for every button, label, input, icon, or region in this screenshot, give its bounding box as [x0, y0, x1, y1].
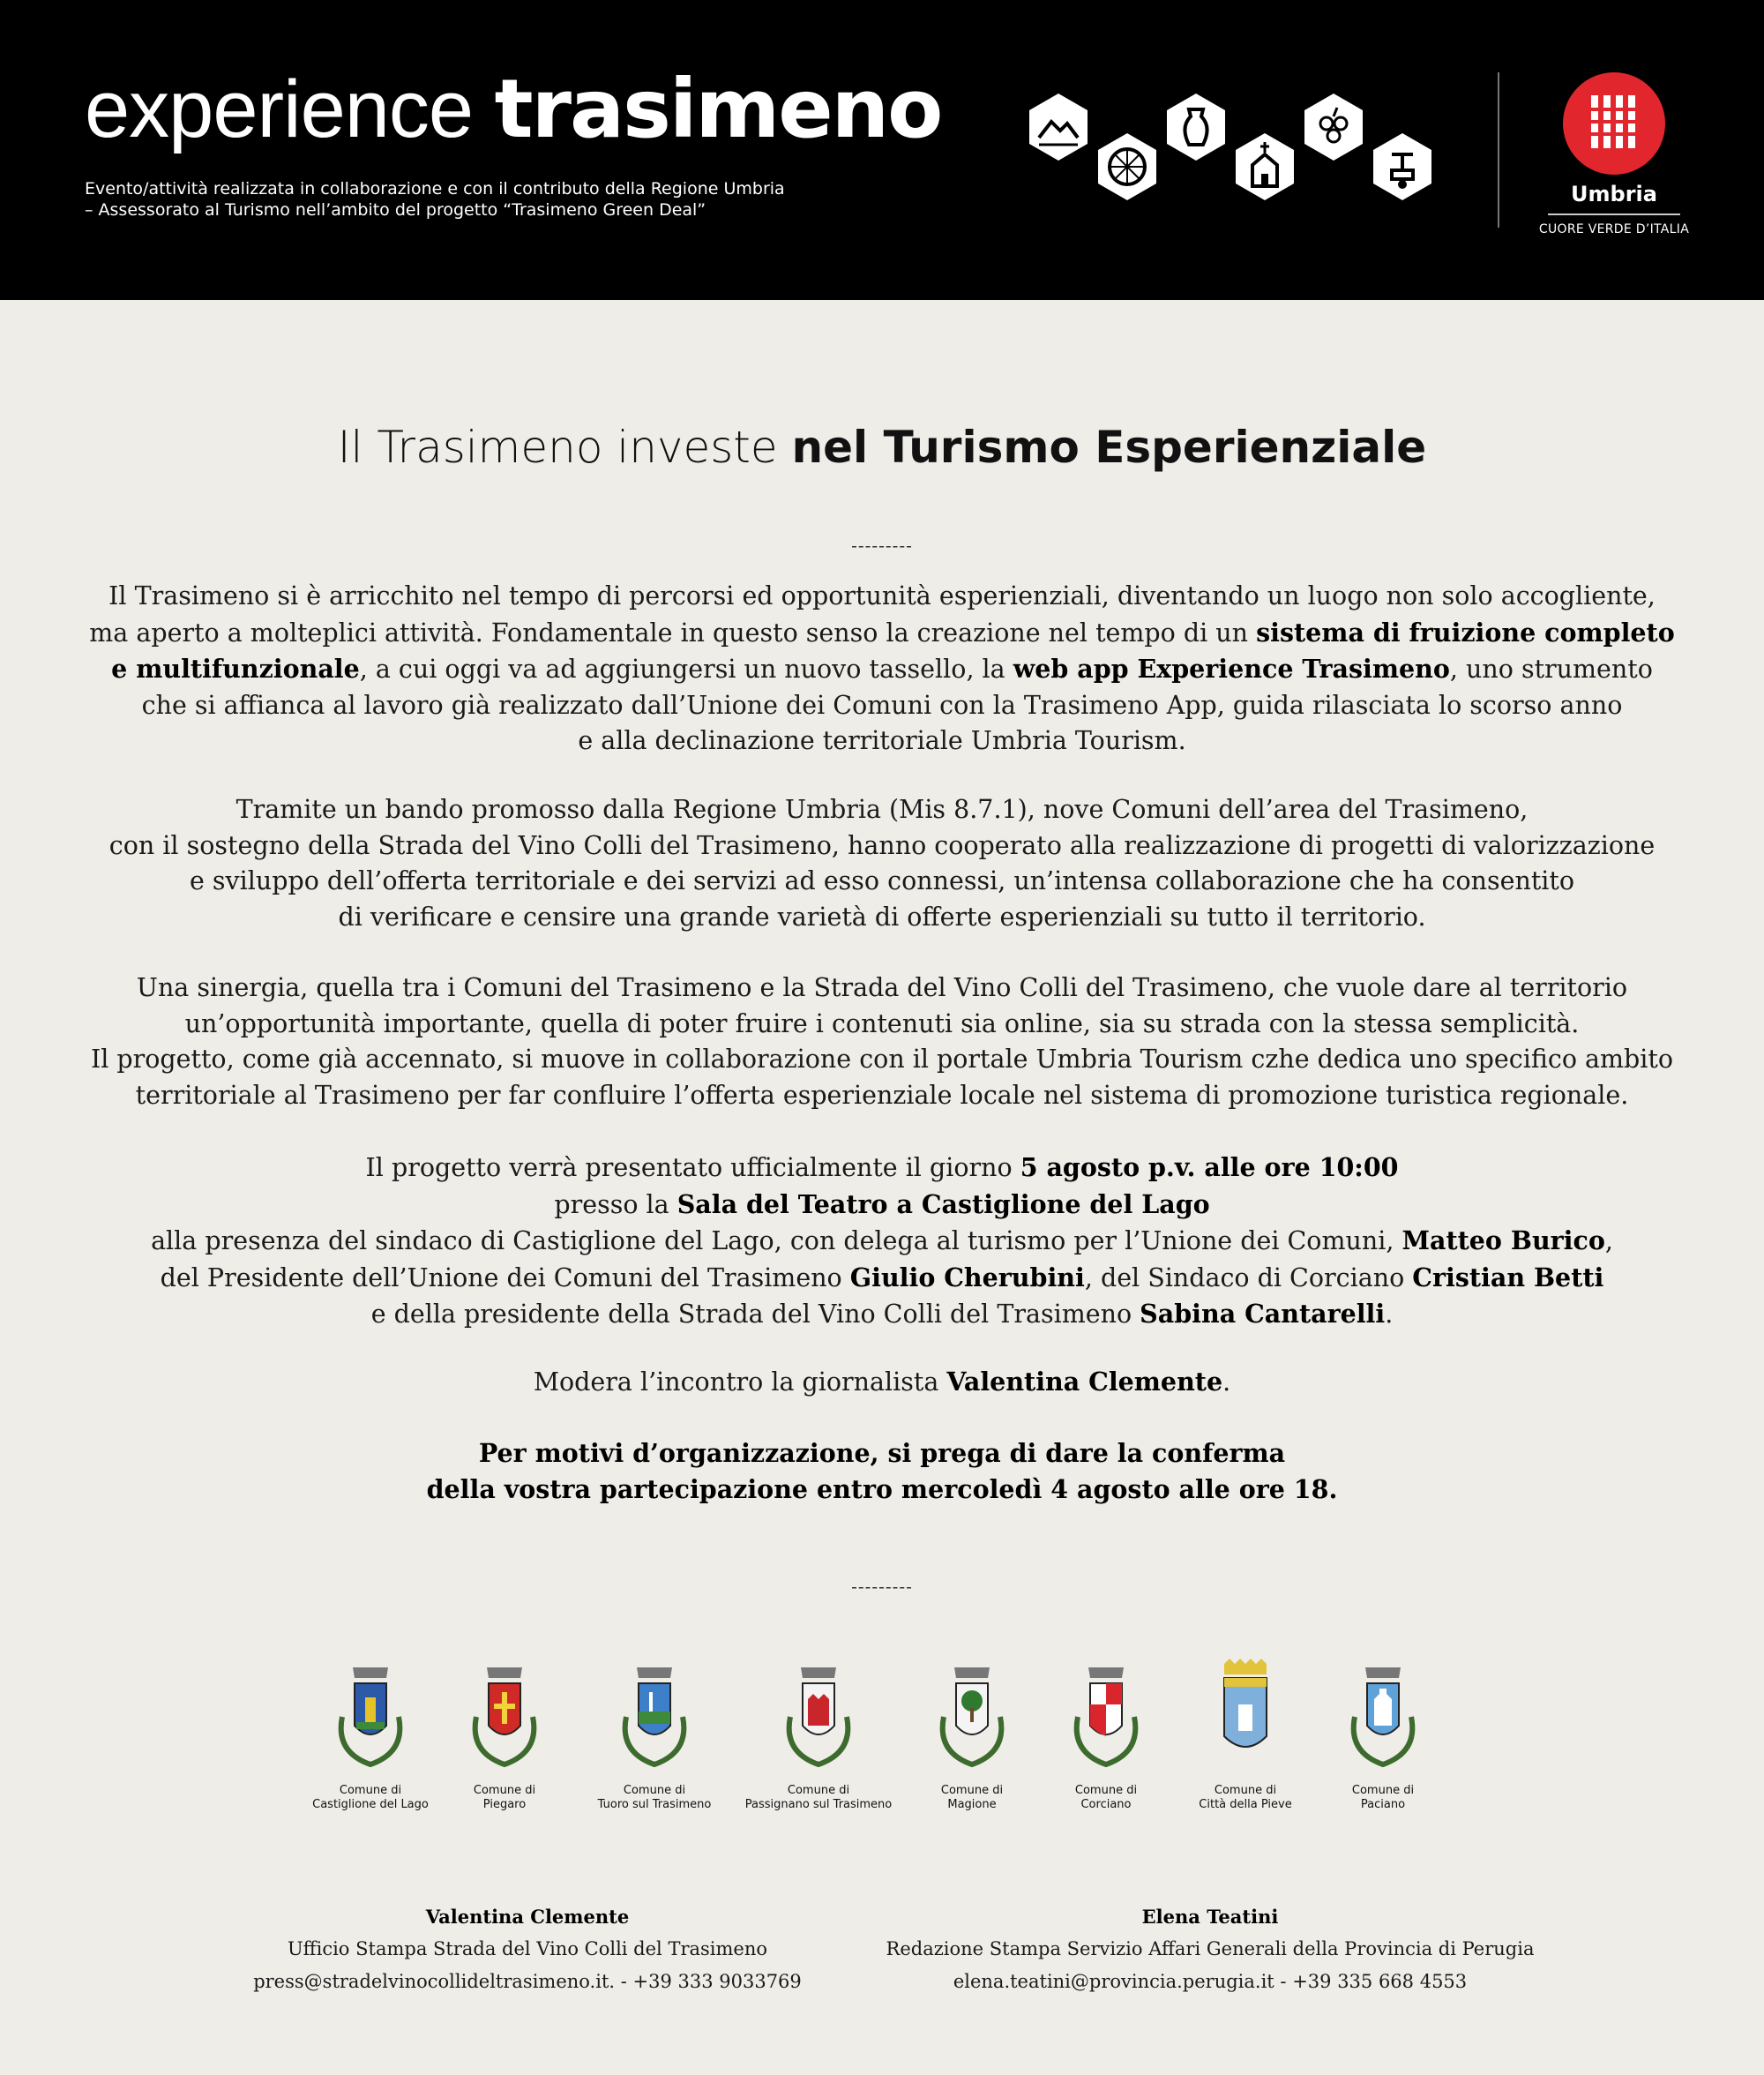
- header-note-line2: – Assessorato al Turismo nell’ambito del progetto “Trasimeno Green Deal”: [85, 200, 706, 220]
- crest-caption-l1: Comune di: [473, 1784, 536, 1797]
- text-bold: e multifunzionale: [111, 654, 360, 684]
- paragraph-moderatore: [71, 1364, 1693, 1401]
- text-bold: sistema di fruizione completo: [1256, 617, 1675, 648]
- crest-caption-l2: Tuoro sul Trasimeno: [597, 1798, 712, 1811]
- title-light: Il Trasimeno investe: [337, 422, 792, 473]
- brand-light: experience: [85, 64, 495, 154]
- text-line: un’opportunità importante, quella di poter fruire i contenuti sia online, sia su strada con la stessa semplicità.: [184, 1008, 1580, 1038]
- speaker-name: Giulio Cherubini: [849, 1262, 1085, 1292]
- crest-tuoro: [575, 1655, 734, 1812]
- grapes-icon: [1304, 94, 1363, 161]
- title-bold: nel Turismo Esperienziale: [791, 422, 1427, 473]
- text-segment: del Presidente dell’Unione dei Comuni del Trasimeno: [160, 1262, 850, 1292]
- header-banner: [0, 0, 1764, 300]
- experience-icons: [1023, 85, 1446, 217]
- text-segment: alla presenza del sindaco di Castiglione del Lago, con delega al turismo per l’Unione dei Comuni,: [151, 1226, 1402, 1255]
- contact-details[interactable]: press@stradelvinocollideltrasimeno.it. - +39 333 9033769: [253, 1971, 802, 1992]
- crest-caption-l1: Comune di: [339, 1784, 402, 1797]
- crest-caption-l2: Passignano sul Trasimeno: [744, 1798, 893, 1811]
- crest-caption-l1: Comune di: [1074, 1784, 1138, 1797]
- confirmation-line: Per motivi d’organizzazione, si prega di dare la conferma: [478, 1438, 1286, 1468]
- text-line: territoriale al Trasimeno per far confluire l’offerta esperienziale locale nel sistema di promozione turistica regionale.: [135, 1080, 1629, 1110]
- speaker-name: Matteo Burico: [1401, 1225, 1605, 1255]
- text-segment: , a cui oggi va ad aggiungersi un nuovo tassello, la: [359, 655, 1013, 684]
- crest-caption-l1: Comune di: [787, 1784, 850, 1797]
- text-line: e alla declinazione territoriale Umbria Tourism.: [578, 726, 1186, 755]
- text-segment: Il progetto verrà presentato ufficialmente il giorno: [365, 1153, 1020, 1182]
- header-note: [85, 178, 878, 221]
- crest-caption-l2: Città della Pieve: [1199, 1798, 1292, 1811]
- text-segment: e della presidente della Strada del Vino Colli del Trasimeno: [370, 1300, 1140, 1329]
- text-line: con il sostegno della Strada del Vino Colli del Trasimeno, hanno cooperato alla realizzazione di progetti di valorizzazione: [108, 830, 1656, 860]
- speaker-name: Cristian Betti: [1412, 1262, 1604, 1292]
- contact-role: Ufficio Stampa Strada del Vino Colli del Trasimeno: [287, 1938, 768, 1959]
- crest-paciano: [1304, 1655, 1462, 1812]
- umbria-tagline: CUORE VERDE D’ITALIA: [1538, 222, 1690, 236]
- crest-piegaro-icon: [460, 1655, 549, 1779]
- mountain-icon: [1029, 94, 1088, 161]
- crest-castiglione-icon: [326, 1655, 415, 1779]
- text-line: Tramite un bando promosso dalla Regione Umbria (Mis 8.7.1), nove Comuni dell’area del Trasimeno,: [235, 795, 1529, 824]
- text-line: e sviluppo dell’offerta territoriale e dei servizi ad esso connessi, un’intensa collaborazione che ha consentito: [189, 866, 1575, 895]
- text-line: che si affianca al lavoro già realizzato dall’Unione dei Comuni con la Trasimeno App, guida rilasciata lo scorso anno: [141, 690, 1623, 720]
- text-segment: ,: [1604, 1226, 1613, 1255]
- crest-piegaro: [425, 1655, 584, 1812]
- moderator-name: Valentina Clemente: [946, 1367, 1223, 1397]
- crest-caption-l1: Comune di: [1351, 1784, 1415, 1797]
- speaker-name: Sabina Cantarelli: [1140, 1299, 1386, 1329]
- umbria-rule: [1548, 213, 1680, 215]
- header-note-line1: Evento/attività realizzata in collaborazione e con il contributo della Regione Umbria: [85, 179, 785, 199]
- crest-caption-l1: Comune di: [623, 1784, 686, 1797]
- contact-name: Valentina Clemente: [425, 1906, 630, 1928]
- text-segment: .: [1385, 1300, 1394, 1329]
- text-line: Una sinergia, quella tra i Comuni del Trasimeno e la Strada del Vino Colli del Trasimeno, che vuole dare al territorio: [136, 973, 1628, 1002]
- crest-caption-l1: Comune di: [940, 1784, 1004, 1797]
- crest-tuoro-icon: [610, 1655, 699, 1779]
- text-bold: web app Experience Trasimeno: [1013, 654, 1450, 684]
- umbria-logo: [1535, 72, 1693, 240]
- paragraph-conferma: [71, 1435, 1693, 1507]
- crest-caption-l2: Magione: [947, 1798, 997, 1811]
- crest-passignano-icon: [774, 1655, 863, 1779]
- umbria-name: Umbria: [1571, 182, 1657, 206]
- comuni-crests: [291, 1655, 1473, 1814]
- brand-bold: trasimeno: [494, 62, 942, 156]
- text-line: di verificare e censire una grande varietà di offerte esperienziali su tutto il territorio.: [338, 902, 1426, 932]
- text-segment: .: [1222, 1367, 1231, 1397]
- crest-magione-icon: [928, 1655, 1016, 1779]
- crest-corciano: [1027, 1655, 1185, 1812]
- confirmation-line: della vostra partecipazione entro mercoledì 4 agosto alle ore 18.: [426, 1473, 1338, 1504]
- paragraph-presentazione: [71, 1150, 1693, 1333]
- separator-top: ---------: [851, 535, 913, 556]
- header-divider: [1498, 72, 1499, 228]
- contact-name: Elena Teatini: [1141, 1906, 1279, 1928]
- crest-corciano-icon: [1062, 1655, 1150, 1779]
- contact-role: Redazione Stampa Servizio Affari Generali della Provincia di Perugia: [886, 1938, 1535, 1959]
- text-segment: presso la: [554, 1189, 677, 1219]
- crest-paciano-icon: [1339, 1655, 1427, 1779]
- church-icon: [1236, 133, 1294, 200]
- crest-caption-l2: Corciano: [1080, 1798, 1132, 1811]
- paragraph-intro: [71, 579, 1693, 760]
- crest-passignano: [739, 1655, 898, 1812]
- text-segment: , uno strumento: [1449, 655, 1653, 684]
- brand-logo: [85, 62, 942, 156]
- contact-clemente: [219, 1900, 836, 1998]
- event-date: 5 agosto p.v. alle ore 10:00: [1020, 1152, 1399, 1182]
- crest-caption-l2: Castiglione del Lago: [312, 1798, 429, 1811]
- text-line: Il progetto, come già accennato, si muove in collaborazione con il portale Umbria Tourism czhe dedica uno specifico ambito: [90, 1045, 1674, 1074]
- scooter-icon: [1373, 133, 1431, 200]
- crest-citta-della-pieve-icon: [1201, 1655, 1289, 1779]
- crest-citta-della-pieve: [1166, 1655, 1325, 1812]
- text-line: Il Trasimeno si è arricchito nel tempo di percorsi ed opportunità esperienziali, diventando un luogo non solo accogliente,: [108, 581, 1656, 611]
- page-title: [0, 422, 1764, 473]
- event-venue: Sala del Teatro a Castiglione del Lago: [676, 1188, 1210, 1219]
- paragraph-sinergia: [71, 970, 1693, 1113]
- separator-bottom: ---------: [851, 1576, 913, 1597]
- crest-caption-l2: Piegaro: [482, 1798, 527, 1811]
- text-segment: , del Sindaco di Corciano: [1084, 1262, 1413, 1292]
- crest-caption-l1: Comune di: [1214, 1784, 1277, 1797]
- text-segment: Modera l’incontro la giornalista: [533, 1367, 947, 1397]
- contact-teatini: [857, 1900, 1563, 1998]
- amphora-icon: [1167, 94, 1225, 161]
- bicycle-wheel-icon: [1098, 133, 1156, 200]
- contact-details[interactable]: elena.teatini@provincia.perugia.it - +39 335 668 4553: [953, 1971, 1468, 1992]
- crest-caption-l2: Paciano: [1360, 1798, 1406, 1811]
- text-segment: ma aperto a molteplici attività. Fondamentale in questo senso la creazione nel tempo di un: [89, 618, 1257, 648]
- paragraph-bando: [71, 792, 1693, 935]
- umbria-emblem-icon: [1563, 72, 1665, 175]
